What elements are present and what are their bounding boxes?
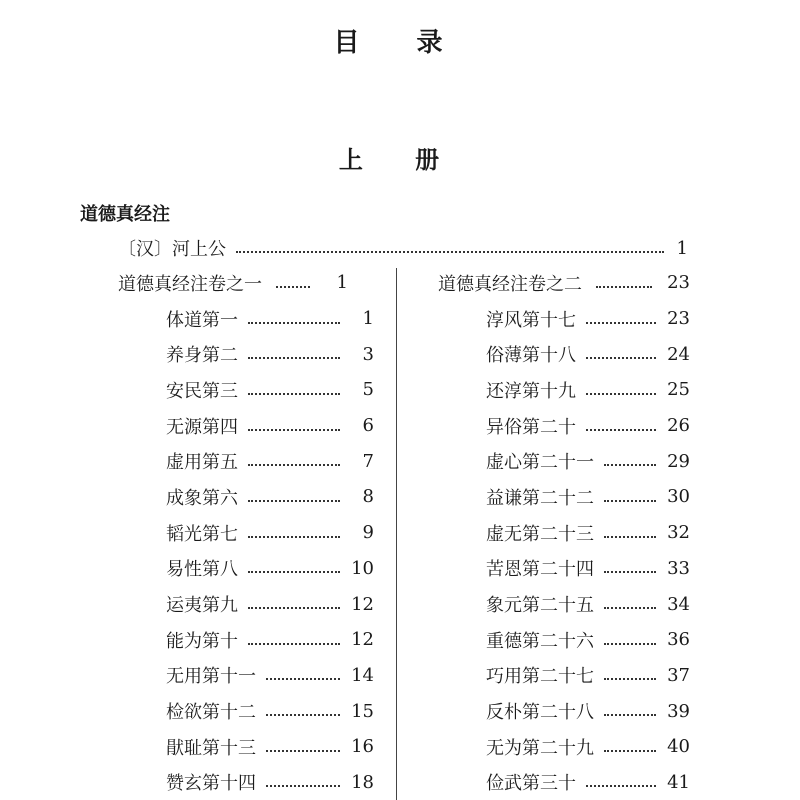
dot-leader xyxy=(604,571,656,573)
toc-section-entry[interactable] xyxy=(118,622,374,658)
toc-section-entry[interactable] xyxy=(438,515,690,551)
toc-section-entry[interactable] xyxy=(438,443,690,479)
page-number: 6 xyxy=(362,415,374,437)
toc-right-column xyxy=(438,265,690,800)
entry-label: 道德真经注卷之一 xyxy=(118,273,262,295)
page-number: 34 xyxy=(667,593,690,615)
toc-section-entry[interactable] xyxy=(118,586,374,622)
page-number: 9 xyxy=(362,522,374,544)
dot-leader xyxy=(604,714,656,716)
toc-section-entry[interactable] xyxy=(438,551,690,587)
toc-chapter-entry[interactable] xyxy=(438,265,690,301)
dot-leader xyxy=(586,322,656,324)
toc-section-entry[interactable] xyxy=(118,443,374,479)
dot-leader xyxy=(248,536,340,538)
entry-label: 异俗第二十 xyxy=(486,416,576,438)
toc-section-entry[interactable] xyxy=(438,729,690,765)
toc-section-entry[interactable] xyxy=(118,336,374,372)
toc-section-entry[interactable] xyxy=(438,408,690,444)
page-number: 25 xyxy=(667,379,690,401)
page-number: 5 xyxy=(362,379,374,401)
dot-leader xyxy=(604,750,656,752)
entry-label: 还淳第十九 xyxy=(486,380,576,402)
dot-leader xyxy=(604,607,656,609)
book-title: 道德真经注 xyxy=(80,204,170,225)
dot-leader xyxy=(266,785,340,787)
dot-leader xyxy=(276,286,310,288)
dot-leader xyxy=(586,393,656,395)
dot-leader xyxy=(248,464,340,466)
dot-leader xyxy=(266,678,340,680)
entry-label: 易性第八 xyxy=(166,559,238,581)
page-number: 12 xyxy=(351,593,374,615)
entry-label: 体道第一 xyxy=(166,309,238,331)
page-number: 36 xyxy=(667,629,690,651)
toc-section-entry[interactable] xyxy=(118,729,374,765)
page-number: 10 xyxy=(351,557,374,579)
entry-label: 巧用第二十七 xyxy=(486,666,594,688)
column-divider xyxy=(396,268,397,800)
entry-label: 俭武第三十 xyxy=(486,773,576,795)
entry-label: 反朴第二十八 xyxy=(486,702,594,724)
toc-section-entry[interactable] xyxy=(438,586,690,622)
dot-leader xyxy=(586,785,656,787)
toc-section-entry[interactable] xyxy=(118,479,374,515)
dot-leader xyxy=(248,571,340,573)
author-label: 〔汉〕河上公 xyxy=(118,239,226,260)
entry-label: 成象第六 xyxy=(166,487,238,509)
entry-label: 象元第二十五 xyxy=(486,595,594,617)
page-number: 1 xyxy=(362,308,374,330)
entry-label: 无用第十一 xyxy=(166,666,256,688)
page-number: 1 xyxy=(336,272,348,294)
toc-left-column xyxy=(118,265,374,800)
toc-section-entry[interactable] xyxy=(118,693,374,729)
dot-leader xyxy=(248,500,340,502)
entry-label: 虚用第五 xyxy=(166,452,238,474)
entry-label: 养身第二 xyxy=(166,345,238,367)
entry-label: 检欲第十二 xyxy=(166,702,256,724)
entry-label: 能为第十 xyxy=(166,630,238,652)
toc-section-entry[interactable] xyxy=(118,301,374,337)
entry-label: 安民第三 xyxy=(166,380,238,402)
entry-label: 苦恩第二十四 xyxy=(486,559,594,581)
page-number: 33 xyxy=(667,557,690,579)
page-number: 1 xyxy=(676,237,688,259)
entry-label: 猒耻第十三 xyxy=(166,737,256,759)
page-number: 23 xyxy=(667,272,690,294)
dot-leader xyxy=(604,643,656,645)
toc-section-entry[interactable] xyxy=(438,301,690,337)
page-title: 目 录 xyxy=(333,28,467,58)
toc-section-entry[interactable] xyxy=(438,336,690,372)
entry-label: 无源第四 xyxy=(166,416,238,438)
page-number: 26 xyxy=(667,415,690,437)
dot-leader xyxy=(266,714,340,716)
page-number: 8 xyxy=(362,486,374,508)
page-number: 24 xyxy=(667,343,690,365)
dot-leader xyxy=(248,429,340,431)
volume-heading: 上 册 xyxy=(338,146,462,174)
page-number: 14 xyxy=(351,664,374,686)
page-number: 30 xyxy=(667,486,690,508)
toc-section-entry[interactable] xyxy=(118,765,374,800)
dot-leader xyxy=(248,643,340,645)
toc-section-entry[interactable] xyxy=(118,515,374,551)
entry-label: 韬光第七 xyxy=(166,523,238,545)
entry-label: 无为第二十九 xyxy=(486,737,594,759)
dot-leader xyxy=(604,500,656,502)
page-number: 39 xyxy=(667,700,690,722)
page-number: 32 xyxy=(667,522,690,544)
entry-label: 重德第二十六 xyxy=(486,630,594,652)
toc-section-entry[interactable] xyxy=(438,765,690,800)
entry-label: 运夷第九 xyxy=(166,595,238,617)
toc-section-entry[interactable] xyxy=(118,408,374,444)
entry-label: 淳风第十七 xyxy=(486,309,576,331)
dot-leader xyxy=(604,464,656,466)
dot-leader xyxy=(604,678,656,680)
page-number: 29 xyxy=(667,450,690,472)
dot-leader xyxy=(586,429,656,431)
page-number: 3 xyxy=(362,343,374,365)
dot-leader xyxy=(604,536,656,538)
toc-section-entry[interactable] xyxy=(438,693,690,729)
page-number: 16 xyxy=(351,736,374,758)
toc-section-entry[interactable] xyxy=(438,372,690,408)
dot-leader xyxy=(236,251,664,253)
toc-chapter-entry[interactable] xyxy=(118,265,374,301)
dot-leader xyxy=(248,322,340,324)
toc-section-entry[interactable] xyxy=(118,551,374,587)
page-number: 7 xyxy=(362,450,374,472)
toc-section-entry[interactable] xyxy=(118,372,374,408)
entry-label: 虚心第二十一 xyxy=(486,452,594,474)
page-number: 12 xyxy=(351,629,374,651)
entry-label: 虚无第二十三 xyxy=(486,523,594,545)
entry-label: 益谦第二十二 xyxy=(486,487,594,509)
dot-leader xyxy=(586,357,656,359)
dot-leader xyxy=(248,607,340,609)
page-number: 18 xyxy=(351,771,374,793)
dot-leader xyxy=(248,393,340,395)
entry-label: 俗薄第十八 xyxy=(486,345,576,367)
author-entry[interactable] xyxy=(118,236,688,260)
page-number: 37 xyxy=(667,664,690,686)
dot-leader xyxy=(266,750,340,752)
toc-section-entry[interactable] xyxy=(438,479,690,515)
dot-leader xyxy=(596,286,652,288)
page-number: 40 xyxy=(667,736,690,758)
dot-leader xyxy=(248,357,340,359)
page-number: 23 xyxy=(667,308,690,330)
toc-section-entry[interactable] xyxy=(438,658,690,694)
page-number: 15 xyxy=(351,700,374,722)
entry-label: 道德真经注卷之二 xyxy=(438,273,582,295)
entry-label: 赞玄第十四 xyxy=(166,773,256,795)
toc-section-entry[interactable] xyxy=(118,658,374,694)
toc-section-entry[interactable] xyxy=(438,622,690,658)
page-number: 41 xyxy=(667,771,690,793)
